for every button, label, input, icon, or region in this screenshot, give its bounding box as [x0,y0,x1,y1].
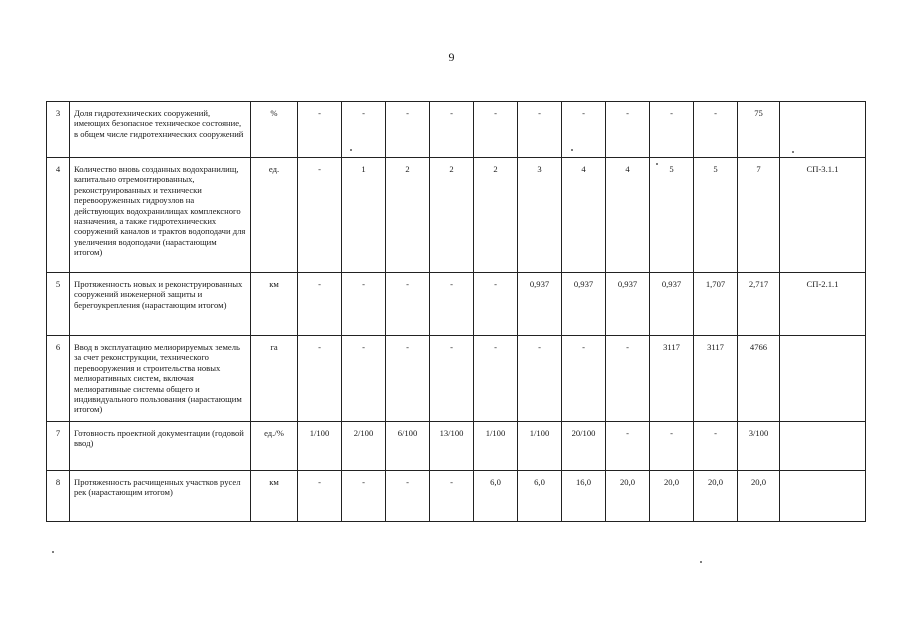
value-cell: - [694,102,738,158]
value-cell: - [474,273,518,336]
table-row [47,471,866,522]
value-cell: 4766 [738,336,780,422]
value-cell: - [606,336,650,422]
value-cell: - [342,471,386,522]
value-cell: 20/100 [562,422,606,471]
value-cell: - [342,336,386,422]
value-cell: - [342,273,386,336]
row-number-cell: 6 [47,336,70,422]
value-cell: 5 [650,158,694,273]
value-cell: 7 [738,158,780,273]
value-cell: - [518,336,562,422]
value-cell: - [430,102,474,158]
value-cell: 2/100 [342,422,386,471]
code-cell [780,336,866,422]
scan-speck [52,551,54,553]
table-row [47,422,866,471]
table-row [47,158,866,273]
table-body [47,102,866,522]
scan-speck [656,163,658,165]
value-cell: 20,0 [650,471,694,522]
row-number-cell: 3 [47,102,70,158]
value-cell: - [650,102,694,158]
value-cell: 3/100 [738,422,780,471]
code-cell [780,471,866,522]
value-cell: 1 [342,158,386,273]
scan-speck [350,149,352,151]
value-cell: 1/100 [298,422,342,471]
value-cell: - [606,102,650,158]
value-cell: - [650,422,694,471]
value-cell: 5 [694,158,738,273]
indicator-name-cell: Протяженность расчищенных участков русел рек (нарастающим итогом) [70,471,251,522]
value-cell: - [606,422,650,471]
row-number-cell: 5 [47,273,70,336]
value-cell: - [298,273,342,336]
indicators-table [46,101,866,522]
value-cell: - [474,336,518,422]
value-cell: 1/100 [518,422,562,471]
value-cell: - [342,102,386,158]
value-cell: - [298,102,342,158]
code-cell [780,422,866,471]
value-cell: - [386,471,430,522]
value-cell: - [298,158,342,273]
value-cell: - [430,336,474,422]
value-cell: 20,0 [738,471,780,522]
value-cell: 3117 [694,336,738,422]
value-cell: - [474,102,518,158]
indicator-name-cell: Готовность проектной документации (годовой ввод) [70,422,251,471]
value-cell: 2,717 [738,273,780,336]
value-cell: - [298,471,342,522]
value-cell: 1/100 [474,422,518,471]
value-cell: 20,0 [694,471,738,522]
value-cell: 6,0 [518,471,562,522]
value-cell: 6/100 [386,422,430,471]
unit-cell: ед. [251,158,298,273]
value-cell: 75 [738,102,780,158]
code-cell [780,102,866,158]
value-cell: - [386,336,430,422]
value-cell: 2 [474,158,518,273]
value-cell: 4 [562,158,606,273]
value-cell: - [562,336,606,422]
table-row [47,102,866,158]
value-cell: 6,0 [474,471,518,522]
value-cell: 0,937 [606,273,650,336]
unit-cell: км [251,471,298,522]
scan-speck [571,149,573,151]
unit-cell: га [251,336,298,422]
value-cell: 0,937 [650,273,694,336]
unit-cell: % [251,102,298,158]
indicator-name-cell: Количество вновь созданных водохранилищ, капитально отремонтированных, реконструированных и технически перевооруженных гидроузлов на действующих водохранилищах комплексного назначения, а также гидротехнических сооружений каналов и трактов водоподачи для увеличения водоподачи (нарастающим итогом) [70,158,251,273]
value-cell: - [386,102,430,158]
unit-cell: км [251,273,298,336]
page-number: 9 [448,50,455,64]
scan-speck [792,151,794,153]
scan-speck [700,561,702,563]
value-cell: 0,937 [562,273,606,336]
indicator-name-cell: Доля гидротехнических сооружений, имеющих безопасное техническое состояние, в общем числе гидротехнических сооружений [70,102,251,158]
value-cell: 2 [430,158,474,273]
value-cell: 4 [606,158,650,273]
indicator-name-cell: Протяженность новых и реконструированных сооружений инженерной защиты и берегоукрепления (нарастающим итогом) [70,273,251,336]
value-cell: - [562,102,606,158]
code-cell: СП-2.1.1 [780,273,866,336]
row-number-cell: 7 [47,422,70,471]
value-cell: 16,0 [562,471,606,522]
table-row [47,336,866,422]
value-cell: 13/100 [430,422,474,471]
value-cell: 3117 [650,336,694,422]
value-cell: 1,707 [694,273,738,336]
value-cell: 2 [386,158,430,273]
value-cell: 0,937 [518,273,562,336]
row-number-cell: 4 [47,158,70,273]
value-cell: - [430,471,474,522]
unit-cell: ед./% [251,422,298,471]
code-cell: СП-3.1.1 [780,158,866,273]
value-cell: - [430,273,474,336]
value-cell: - [694,422,738,471]
value-cell: - [518,102,562,158]
value-cell: 3 [518,158,562,273]
value-cell: - [298,336,342,422]
value-cell: - [386,273,430,336]
indicator-name-cell: Ввод в эксплуатацию мелиорируемых земель за счет реконструкции, технического перевооружения и строительства новых мелиоративных систем, включая мелиоративные системы общего и индивидуального пользования (нарастающим итогом) [70,336,251,422]
table-row [47,273,866,336]
value-cell: 20,0 [606,471,650,522]
row-number-cell: 8 [47,471,70,522]
